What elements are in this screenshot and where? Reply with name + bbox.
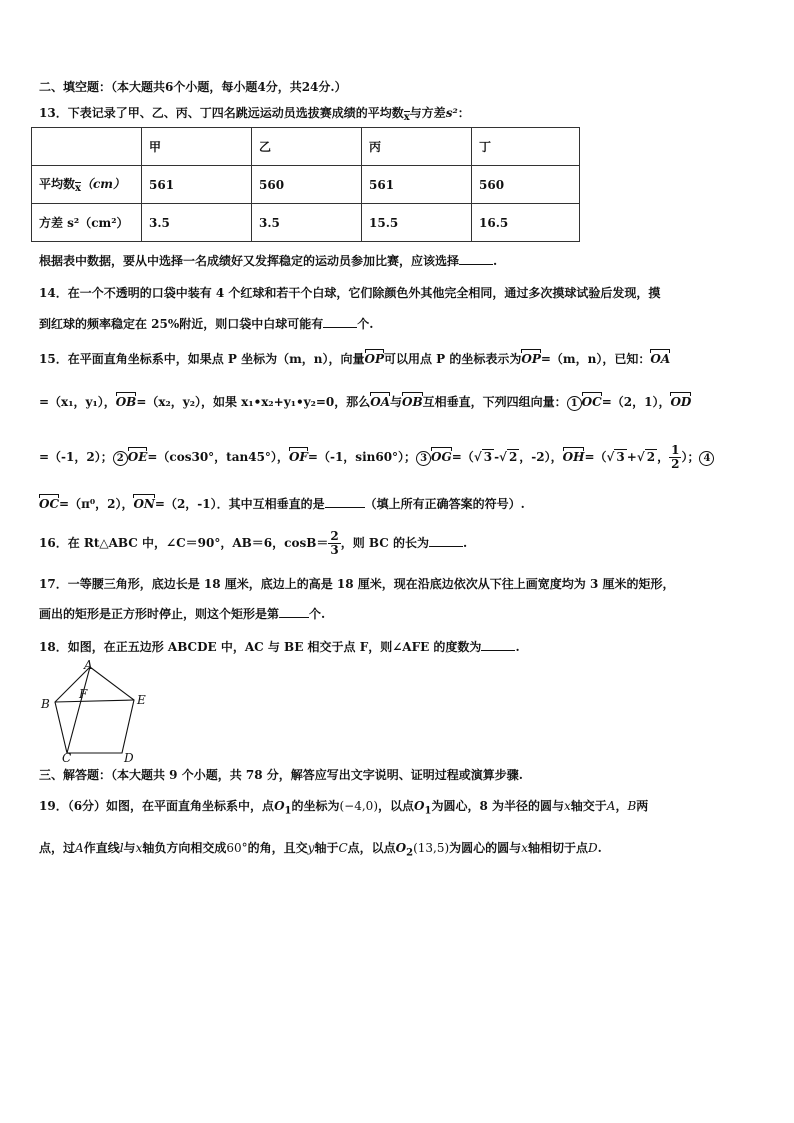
q15-text: ）； (681, 450, 700, 464)
subscript: 1 (284, 805, 292, 817)
point-c: C (338, 841, 348, 855)
q15-line-4 (39, 495, 525, 512)
table-row-label-mean (32, 166, 142, 204)
q16-text: 16．在 Rt△ABC 中，∠C＝90°，AB＝6，cosB＝ (39, 536, 329, 550)
q19-text: 点，以点 (347, 841, 396, 855)
vector-oc: OC (39, 497, 60, 511)
table-header-yi: 乙 (252, 128, 362, 166)
q15-text: =（m，n），已知： (540, 352, 651, 366)
q14-line-2-end: 个. (357, 317, 374, 331)
table-header-jia: 甲 (142, 128, 252, 166)
fraction-denominator: 2 (671, 457, 680, 471)
point-o1: O (274, 799, 285, 813)
q15-text: 与 (390, 395, 403, 409)
q13-stem (39, 104, 470, 123)
angle-60: 60° (226, 841, 248, 855)
mean-label-unit: （cm） (80, 177, 125, 191)
answer-blank (325, 496, 365, 508)
fraction-numerator: 2 (330, 529, 339, 543)
table-cell: 16.5 (472, 204, 580, 242)
table-header-row (32, 128, 580, 166)
q15-text: =（-1，2）； (39, 450, 113, 464)
q15-text: =（2，1）， (601, 395, 671, 409)
section-3-title: 三、解答题：（本大题共 9 个小题，共 78 分，解答应写出文字说明、证明过程或演算步骤. (39, 768, 523, 782)
q19-text: 轴于 (314, 841, 339, 855)
mean-label-text: 平均数 (39, 177, 76, 191)
point-d: D (587, 841, 598, 855)
q13-tail (39, 252, 497, 269)
section-2-title: 二、填空题：（本大题共6个小题，每小题4分，共24分.） (39, 80, 347, 94)
q19-text: 轴相切于点 (527, 841, 588, 855)
q15-text: =（-1，sin60°）； (307, 450, 417, 464)
vector-oc: OC (581, 395, 602, 409)
circled-number-4: 4 (699, 451, 714, 466)
q19-text: 轴负方向相交成 (142, 841, 227, 855)
q18-text: . (515, 640, 520, 654)
q17-line-1: 17．一等腰三角形，底边长是 18 厘米，底边上的高是 18 厘米，现在沿底边依次从下往上画宽度均为 3 厘米的矩形， (39, 577, 675, 591)
vector-og: OG (431, 450, 452, 464)
q15-line-3: =（-1，2）； 2 OE=（cos30°，tan45°），OF=（-1，sin60°）； 3 OG=（√ 3 -√ 2 ，-2），OH=（√ 3 +√ 2 ， $\frac{1}{2}$ ）； 4 (39, 444, 714, 471)
q15-text: 可以用点 P 的坐标表示为 (384, 352, 522, 366)
q19-text: . (597, 841, 602, 855)
vector-ob: OB (402, 395, 423, 409)
vector-oa: OA (650, 352, 671, 366)
q14-line-1: 14．在一个不透明的口袋中装有 4 个红球和若干个白球，它们除颜色外其他完全相同，通过多次摸球试验后发现，摸 (39, 286, 661, 300)
q18-line (39, 638, 520, 655)
table-cell: 560 (252, 166, 362, 204)
table-header-ding: 丁 (472, 128, 580, 166)
label-b: B (41, 697, 50, 711)
q13-table (31, 127, 580, 242)
q14-line-2 (39, 315, 373, 332)
q19-text: ，以点 (378, 799, 415, 813)
table-cell: 3.5 (142, 204, 252, 242)
var-x: x (563, 799, 571, 813)
q13-stem-c: ： (457, 106, 470, 120)
q19-text: 点，过 (39, 841, 76, 855)
sqrt-2: 2 (508, 450, 518, 464)
q13-stem-s2: s² (445, 106, 458, 120)
q19-text: ， (615, 799, 628, 813)
circled-number-1: 1 (567, 396, 582, 411)
sqrt-3: 3 (483, 450, 493, 464)
q19-line-2 (39, 839, 602, 858)
vector-op: OP (521, 352, 541, 366)
table-cell: 3.5 (252, 204, 362, 242)
fraction-half (669, 444, 681, 471)
sqrt-2: 2 (646, 450, 656, 464)
point-a: A (75, 841, 84, 855)
q15-line-2 (39, 393, 691, 411)
q17-text: 个. (309, 607, 326, 621)
q14-line-2-text: 到红球的频率稳定在 25%附近，则口袋中白球可能有 (39, 317, 324, 331)
var-x: x (521, 841, 528, 855)
q19-text: 为圆心，8 为半径的圆与 (431, 799, 564, 813)
vector-oa: OA (370, 395, 391, 409)
q13-stem-a: 13．下表记录了甲、乙、丙、丁四名跳远运动员选拔赛成绩的平均数 (39, 106, 404, 120)
table-header-bing: 丙 (362, 128, 472, 166)
point-o2: O (395, 841, 407, 855)
q19-text: 的坐标为 (291, 799, 340, 813)
subscript: 1 (424, 805, 432, 817)
q13-tail-end: . (493, 254, 498, 268)
q15-text: ， (657, 450, 670, 464)
q16-line (39, 530, 467, 557)
table-cell: 561 (142, 166, 252, 204)
point-a: A (606, 799, 616, 813)
o1-coordinate: (−4,0) (339, 799, 379, 813)
vector-od: OD (670, 395, 692, 409)
q15-text: + (626, 450, 637, 464)
q19-text: 与 (123, 841, 136, 855)
fraction-denominator: 3 (330, 543, 339, 557)
point-b: B (627, 799, 637, 813)
label-f: F (79, 687, 88, 701)
q15-text: =（x₂，y₂），如果 x₁•x₂+y₁•y₂=0，那么 (136, 395, 371, 409)
q19-text: 轴交于 (570, 799, 607, 813)
subscript: 2 (406, 847, 414, 859)
mean-label-xbar: x (75, 183, 81, 194)
answer-blank (459, 253, 493, 265)
q15-line-1 (39, 350, 670, 367)
table-row (32, 204, 580, 242)
pentagon-figure (38, 658, 158, 764)
vector-op: OP (364, 352, 384, 366)
table-cell: 561 (362, 166, 472, 204)
q13-stem-xbar: x (403, 112, 410, 123)
vector-oe: OE (127, 450, 148, 464)
q19-text: 的角，且交 (247, 841, 308, 855)
q15-text: =（2，-1）．其中互相垂直的是 (154, 497, 325, 511)
q18-text: 18．如图，在正五边形 ABCDE 中，AC 与 BE 相交于点 F，则∠AFE 的度数为 (39, 640, 482, 654)
label-c: C (62, 751, 72, 764)
q15-text: 互相垂直，下列四组向量： (422, 395, 567, 409)
answer-blank (279, 606, 309, 618)
fraction-two-thirds (328, 530, 340, 557)
var-y: y (307, 841, 315, 855)
q15-text: =（ (584, 450, 607, 464)
table-cell (32, 128, 142, 166)
q15-text: =（ (451, 450, 474, 464)
q19-text: 作直线 (83, 841, 120, 855)
vector-ob: OB (115, 395, 137, 409)
table-row-label-variance: 方差 s²（cm²） (32, 204, 142, 242)
q16-text: ，则 BC 的长为 (340, 536, 429, 550)
answer-blank (323, 316, 357, 328)
answer-blank (429, 535, 463, 547)
q19-line-1 (39, 797, 648, 816)
fraction-numerator: 1 (671, 443, 680, 457)
o2-coordinate: (13,5) (413, 841, 450, 855)
circled-number-3: 3 (416, 451, 431, 466)
vector-oh: OH (562, 450, 585, 464)
vector-of: OF (288, 450, 308, 464)
label-e: E (137, 693, 146, 707)
table-cell: 15.5 (362, 204, 472, 242)
diagonal-be (55, 700, 134, 702)
label-a: A (84, 658, 93, 672)
q15-text: ，-2）， (519, 450, 563, 464)
label-d: D (124, 751, 134, 764)
q19-text: 19．（6分）如图，在平面直角坐标系中，点 (39, 799, 275, 813)
q15-text: =（cos30°，tan45°）， (147, 450, 289, 464)
answer-blank (481, 639, 515, 651)
sqrt-3: 3 (616, 450, 625, 464)
q15-text: 15．在平面直角坐标系中，如果点 P 坐标为（m，n），向量 (39, 352, 365, 366)
q15-text: =（π⁰，2）， (59, 497, 134, 511)
q13-tail-text: 根据表中数据，要从中选择一名成绩好又发挥稳定的运动员参加比赛，应该选择 (39, 254, 460, 268)
q19-text: 为圆心的圆与 (449, 841, 522, 855)
var-x: x (135, 841, 143, 855)
line-l: l (119, 841, 124, 855)
q15-text: =（x₁，y₁）， (39, 395, 116, 409)
table-cell: 560 (472, 166, 580, 204)
diagonal-ac (67, 667, 90, 753)
q17-line-2 (39, 605, 325, 622)
pentagon-outline (55, 667, 134, 753)
vector-on: ON (133, 497, 155, 511)
q16-text: . (462, 536, 468, 550)
circled-number-2: 2 (113, 451, 128, 466)
q13-stem-b: 与方差 (409, 106, 446, 120)
point-o1: O (414, 799, 425, 813)
q15-text: - (494, 450, 500, 464)
q15-text: （填上所有正确答案的符号）. (364, 497, 525, 511)
q17-text: 画出的矩形是正方形时停止，则这个矩形是第 (39, 607, 280, 621)
q19-text: 两 (636, 799, 649, 813)
table-row (32, 166, 580, 204)
